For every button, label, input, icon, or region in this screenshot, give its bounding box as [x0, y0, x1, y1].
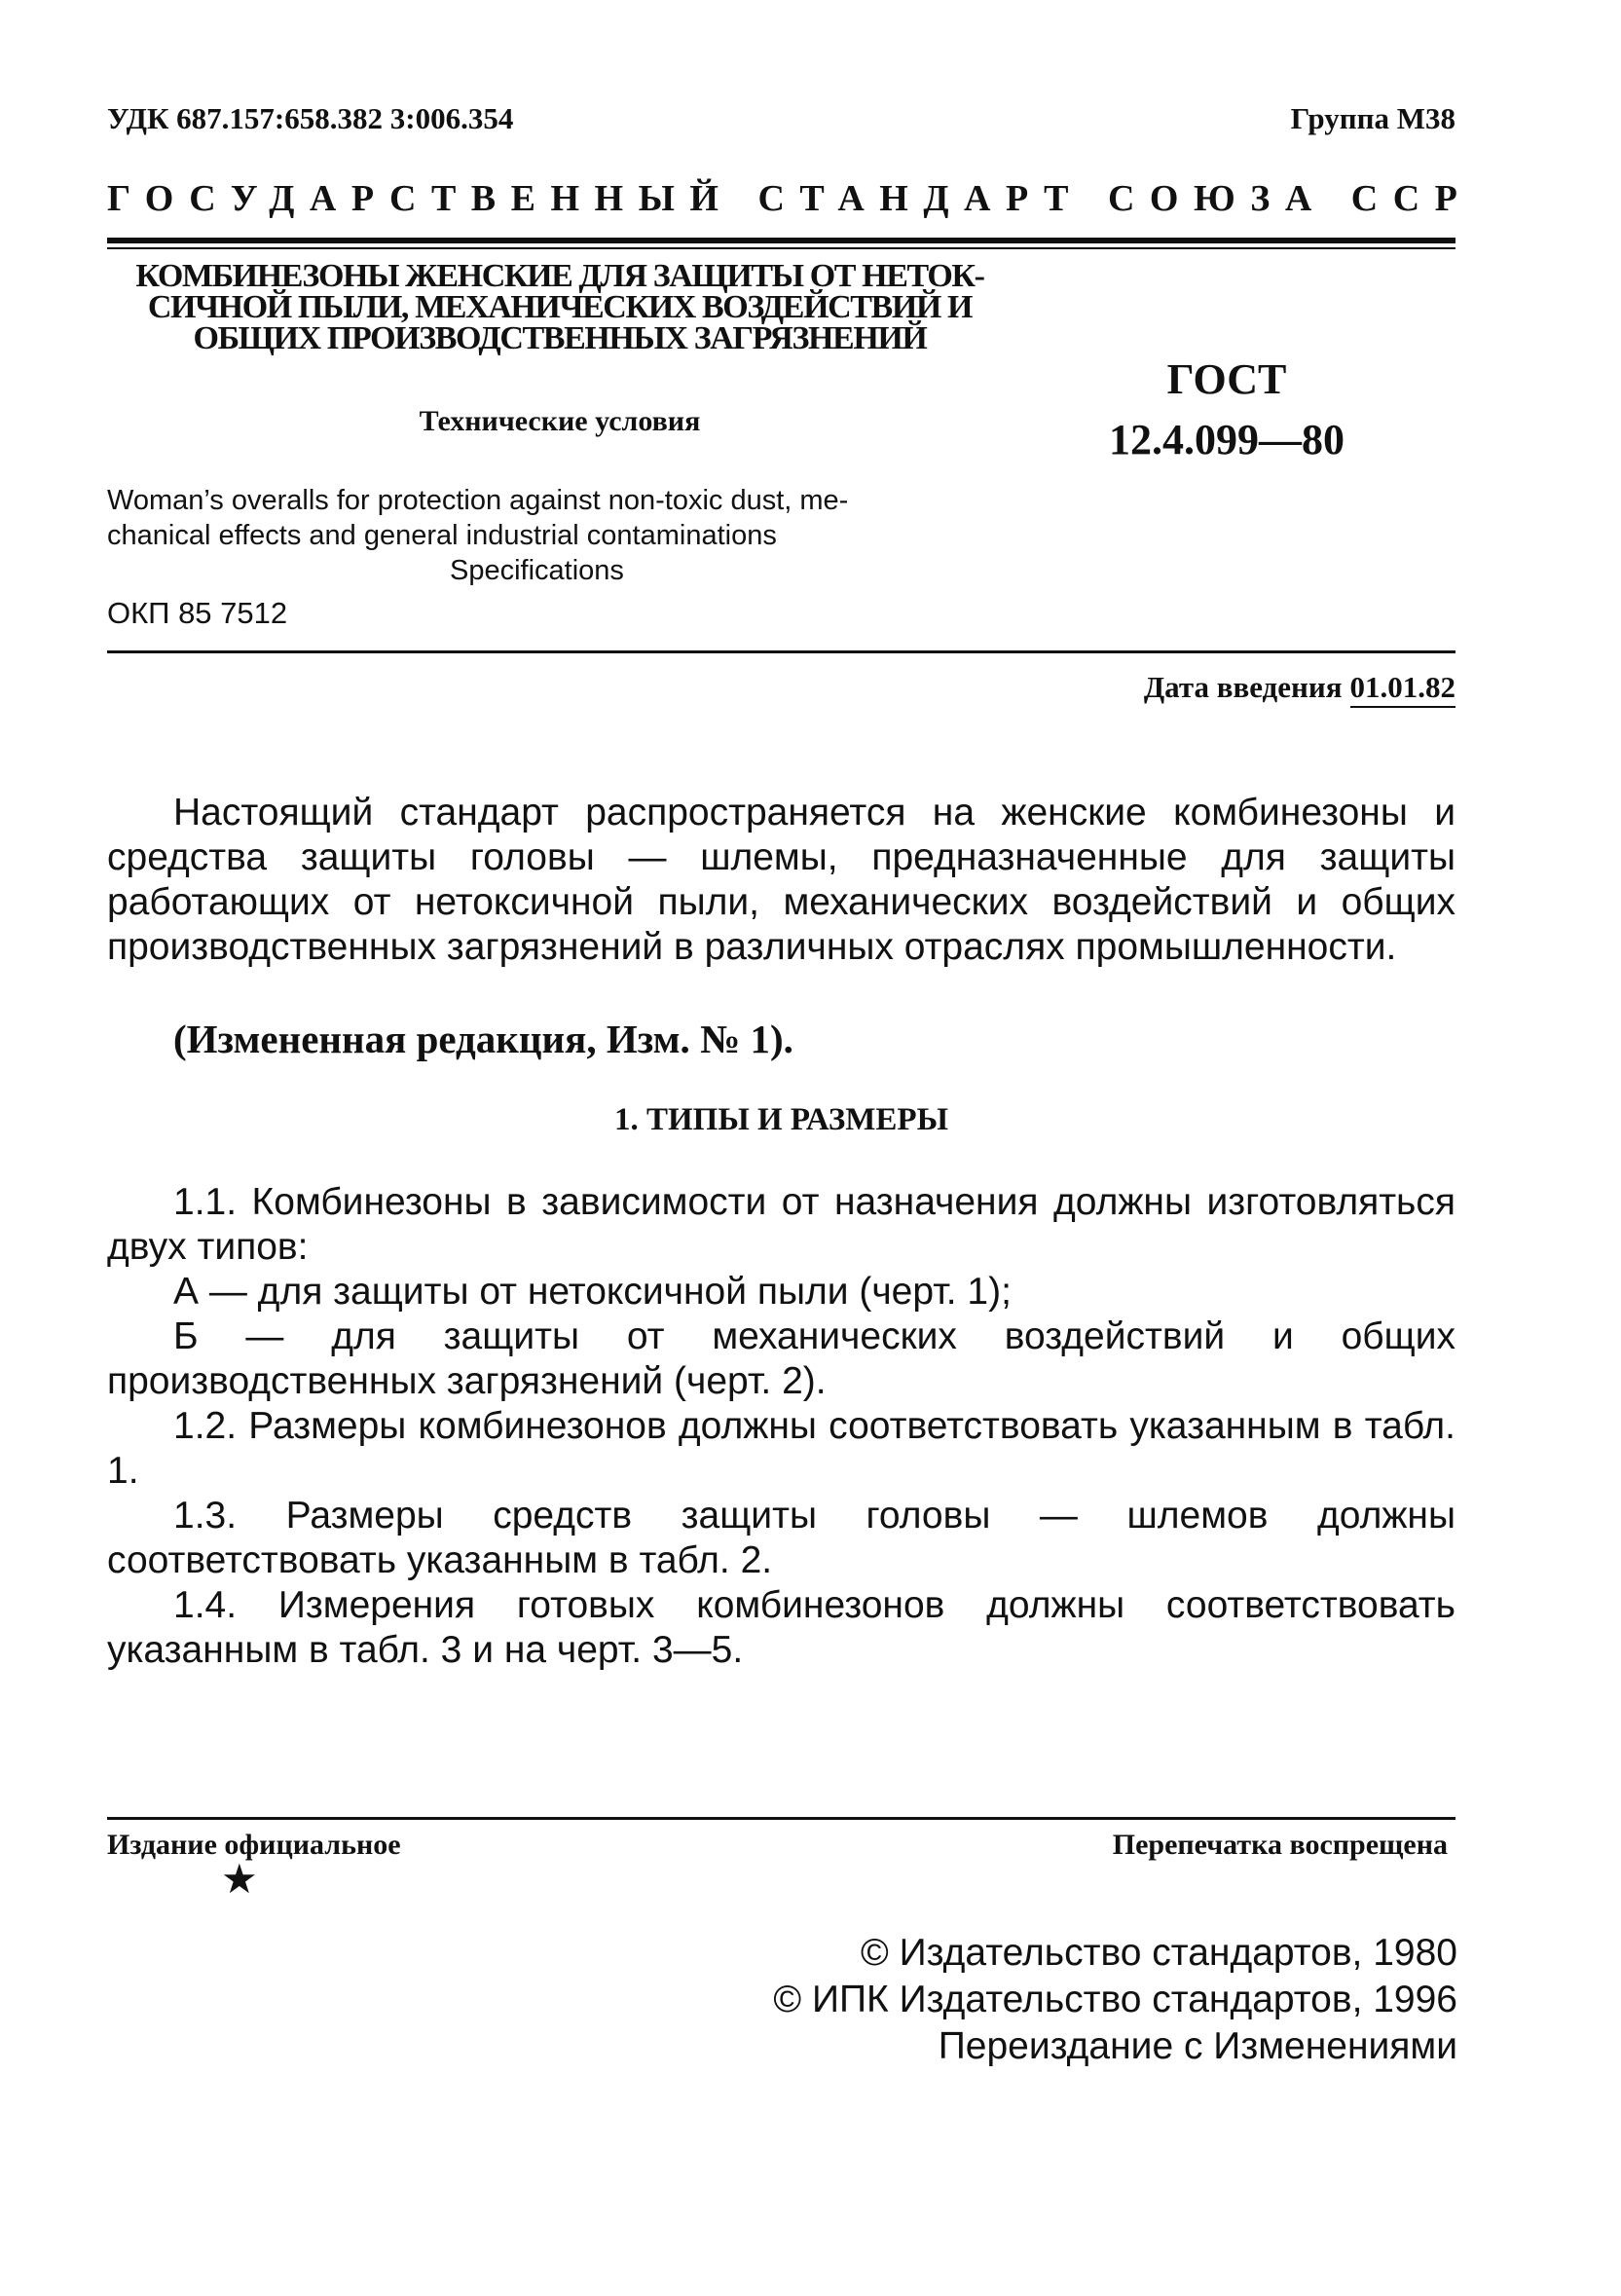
clause-paragraph: 1.1. Комбинезоны в зависимости от назначения должны изготовляться двух типов:	[107, 1181, 1455, 1268]
title-ru-line: СИЧНОЙ ПЫЛИ, МЕХАНИЧЕСКИХ ВОЗДЕЙСТВИЙ И	[147, 289, 973, 325]
state-standard-heading: ГОСУДАРСТВЕННЫЙ СТАНДАРТ СОЮЗА ССР	[107, 178, 1473, 219]
copyright-line: © Издательство стандартов, 1980	[861, 1932, 1457, 1974]
title-en-line: Woman’s overalls for protection against non-toxic dust, me-	[107, 485, 849, 516]
udk-code: УДК 687.157:658.382 3:006.354	[107, 101, 514, 135]
amendment-note: (Измененная редакция, Изм. № 1).	[173, 1017, 793, 1061]
title-ru-line: ОБЩИХ ПРОИЗВОДСТВЕННЫХ ЗАГРЯЗНЕНИЙ	[193, 320, 927, 356]
header-rule-thin	[107, 247, 1455, 249]
introduction-date-label: Дата введения	[1143, 670, 1343, 704]
section-heading: 1. ТИПЫ И РАЗМЕРЫ	[613, 1102, 948, 1137]
footer-divider	[107, 1817, 1455, 1820]
technical-conditions-subtitle: Технические условия	[419, 405, 701, 437]
official-edition-label: Издание официальное	[107, 1829, 401, 1861]
clause-paragraph: 1.3. Размеры средств защиты головы — шлемов должны соответствовать указанным в табл. 2.	[107, 1495, 1455, 1581]
okp-code: ОКП 85 7512	[107, 596, 288, 630]
title-divider	[107, 650, 1455, 653]
clause-paragraph: 1.2. Размеры комбинезонов должны соответствовать указанным в табл. 1.	[107, 1405, 1455, 1492]
clause-paragraph: А — для защиты от нетоксичной пыли (черт. 1);	[173, 1271, 1012, 1313]
reprint-prohibited-label: Перепечатка воспрещена	[1112, 1829, 1448, 1861]
document-title-ru	[107, 258, 1013, 356]
document-title-en	[107, 483, 993, 588]
title-en-line: Specifications	[450, 555, 624, 586]
copyright-block	[773, 1930, 1457, 2070]
title-ru-line: КОМБИНЕЗОНЫ ЖЕНСКИЕ ДЛЯ ЗАЩИТЫ ОТ НЕТОК-	[135, 258, 984, 294]
title-en-line: chanical effects and general industrial contaminations	[107, 520, 777, 551]
gost-label: ГОСТ	[1166, 355, 1287, 403]
copyright-line: Переиздание с Изменениями	[938, 2025, 1457, 2067]
clause-paragraph: 1.4. Измерения готовых комбинезонов должны соответствовать указанным в табл. 3 и на черт. 3—5.	[107, 1584, 1455, 1671]
gost-number: 12.4.099—80	[1109, 416, 1345, 463]
star-icon: ★	[221, 1858, 258, 1903]
group-code: Группа М38	[1290, 101, 1455, 135]
header-rule-thick	[107, 238, 1455, 243]
introduction-date	[1144, 670, 1455, 705]
clauses-list	[107, 1180, 1455, 1673]
copyright-line: © ИПК Издательство стандартов, 1996	[773, 1979, 1457, 2020]
clause-paragraph: Б — для защиты от механических воздействий и общих производственных загрязнений (черт. 2).	[107, 1315, 1455, 1402]
scope-paragraph: Настоящий стандарт распространяется на женские комбинезоны и средства защиты головы — шлемы, предназначенные для защиты работающих от нетоксичной пыли, механических воздействий и общих производственных загрязнений в различных отраслях промышленности.	[107, 792, 1455, 968]
introduction-date-value: 01.01.82	[1350, 670, 1456, 708]
